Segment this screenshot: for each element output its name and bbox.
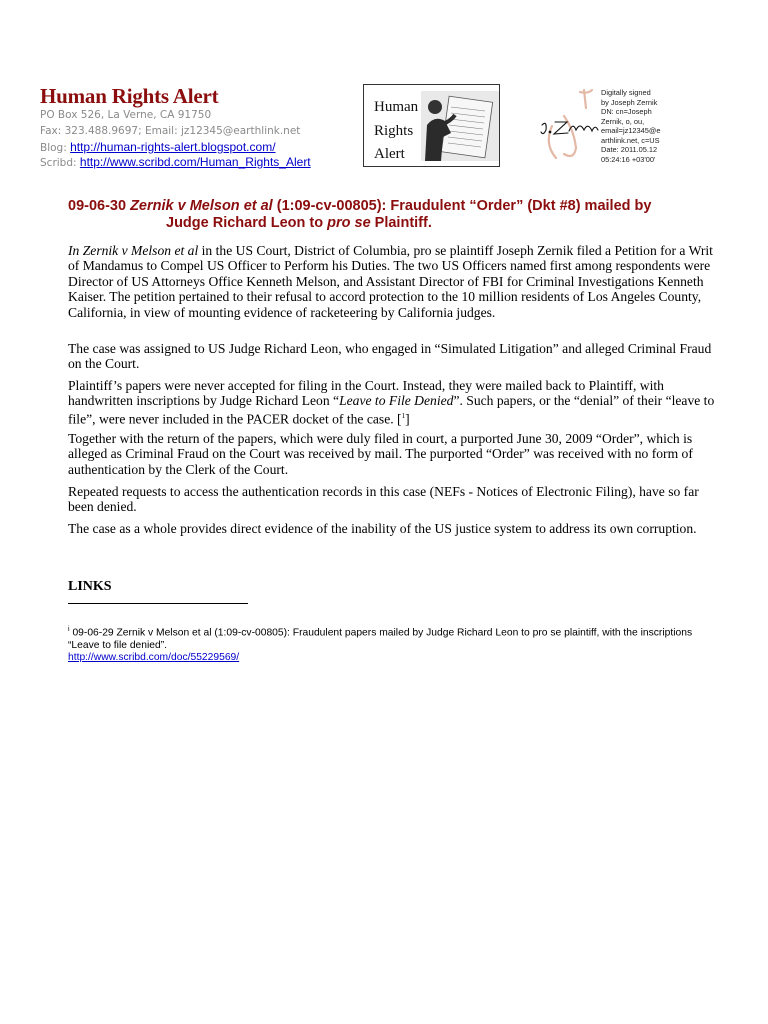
p1-text: in the US Court, District of Columbia, pro se plaintiff Joseph Zernik filed a Petition for a Writ of Mandamus to Compel US Officer to Perform his Duties. The two US Officers named first among respondents were Director of US Attorneys Office Kenneth Melson, and Assistant Director of FBI for Criminal Investigations Kenneth Kaiser. The petition pertained to their refusal to accord protection to the 10 million residents of Los Angeles County, California, in view of mounting evidence of racketeering by California judges. [68, 243, 713, 320]
sig-line: Date: 2011.05.12 [601, 145, 658, 154]
signature-image [540, 86, 600, 164]
blog-label: Blog: [40, 142, 67, 154]
heading-date: 09-06-30 [68, 198, 127, 214]
heading-case-name: Zernik v Melson et al [130, 198, 273, 214]
signature-text [601, 88, 660, 164]
blog-link[interactable]: http://human-rights-alert.blogspot.com/ [70, 140, 276, 154]
scribd-line [40, 155, 311, 170]
sig-line: email=jz12345@e [601, 126, 661, 135]
paragraph-1 [68, 243, 718, 320]
footnote [68, 624, 718, 665]
address: PO Box 526, La Verne, CA 91750 [40, 109, 212, 121]
footnote-marker: i [68, 626, 70, 633]
links-heading: LINKS [68, 579, 112, 594]
p3-text-end: ”. Such papers, or the “denial” of their “leave to file”, were never included in the PACER docket of the case. [ [68, 393, 715, 427]
fax-email: Fax: 323.488.9697; Email: jz12345@earthlink.net [40, 125, 301, 137]
paragraph-5: Repeated requests to access the authentication records in this case (NEFs - Notices of Electronic Filing), have so far been denied. [68, 484, 699, 515]
org-title: Human Rights Alert [40, 84, 219, 108]
paragraph-3 [68, 378, 718, 427]
heading-case-rest: (1:09-cv-00805): Fraudulent “Order” (Dkt #8) mailed by [276, 198, 652, 214]
footnote-divider [68, 603, 248, 604]
p1-case-name: In Zernik v Melson et al [68, 243, 199, 258]
blog-line [40, 140, 276, 155]
scribd-label: Scribd: [40, 157, 77, 169]
logo-word-2: Rights [374, 123, 414, 139]
logo-word-3: Alert [374, 146, 405, 162]
heading-line2-start: Judge Richard Leon to [166, 215, 324, 231]
heading-line-2 [68, 215, 708, 232]
sig-line: by Joseph Zernik [601, 97, 658, 107]
footnote-link[interactable]: http://www.scribd.com/doc/55229569/ [68, 652, 240, 664]
document-heading [68, 198, 708, 232]
heading-pro-se: pro se [327, 215, 371, 231]
sig-line: 05:24:16 +03'00' [601, 154, 656, 164]
sig-line: DN: cn=Joseph [601, 107, 652, 116]
paragraph-2: The case was assigned to US Judge Richard Leon, who engaged in “Simulated Litigation” and alleged Criminal Fraud on the Court. [68, 341, 712, 372]
logo [363, 84, 500, 167]
sig-line: arthlink.net, c=US [601, 135, 660, 145]
paragraph-6: The case as a whole provides direct evidence of the inability of the US justice system to address its own corruption. [68, 521, 697, 536]
heading-line2-end: Plaintiff. [374, 215, 432, 231]
footnote-reference[interactable]: 1 [401, 411, 406, 420]
paragraph-4: Together with the return of the papers, which were duly filed in court, a purported June 30, 2009 “Order”, which is alleged as Criminal Fraud on the Court was received by mail. The purported “Order” was received with no form of authentication by the Clerk of the Court. [68, 431, 693, 477]
logo-word-1: Human [374, 99, 419, 115]
sig-line: Digitally signed [601, 88, 651, 97]
footnote-text: 09-06-29 Zernik v Melson et al (1:09-cv-00805): Fraudulent papers mailed by Judge Richard Leon to pro se plaintiff, with the inscriptions “Leave to file denied”. [68, 627, 693, 651]
p3-close: ] [405, 411, 410, 427]
p3-inscription: Leave to File Denied [339, 393, 454, 409]
scribd-link[interactable]: http://www.scribd.com/Human_Rights_Alert [79, 155, 311, 169]
sig-line: Zernik, o, ou, [601, 116, 645, 126]
logo-figure-illustration [421, 91, 499, 161]
p3-text-start: Plaintiff’s papers were never accepted for filing in the Court. Instead, they were mailed back to Plaintiff, with handwritten inscriptions by Judge Richard Leon “ [68, 378, 664, 409]
